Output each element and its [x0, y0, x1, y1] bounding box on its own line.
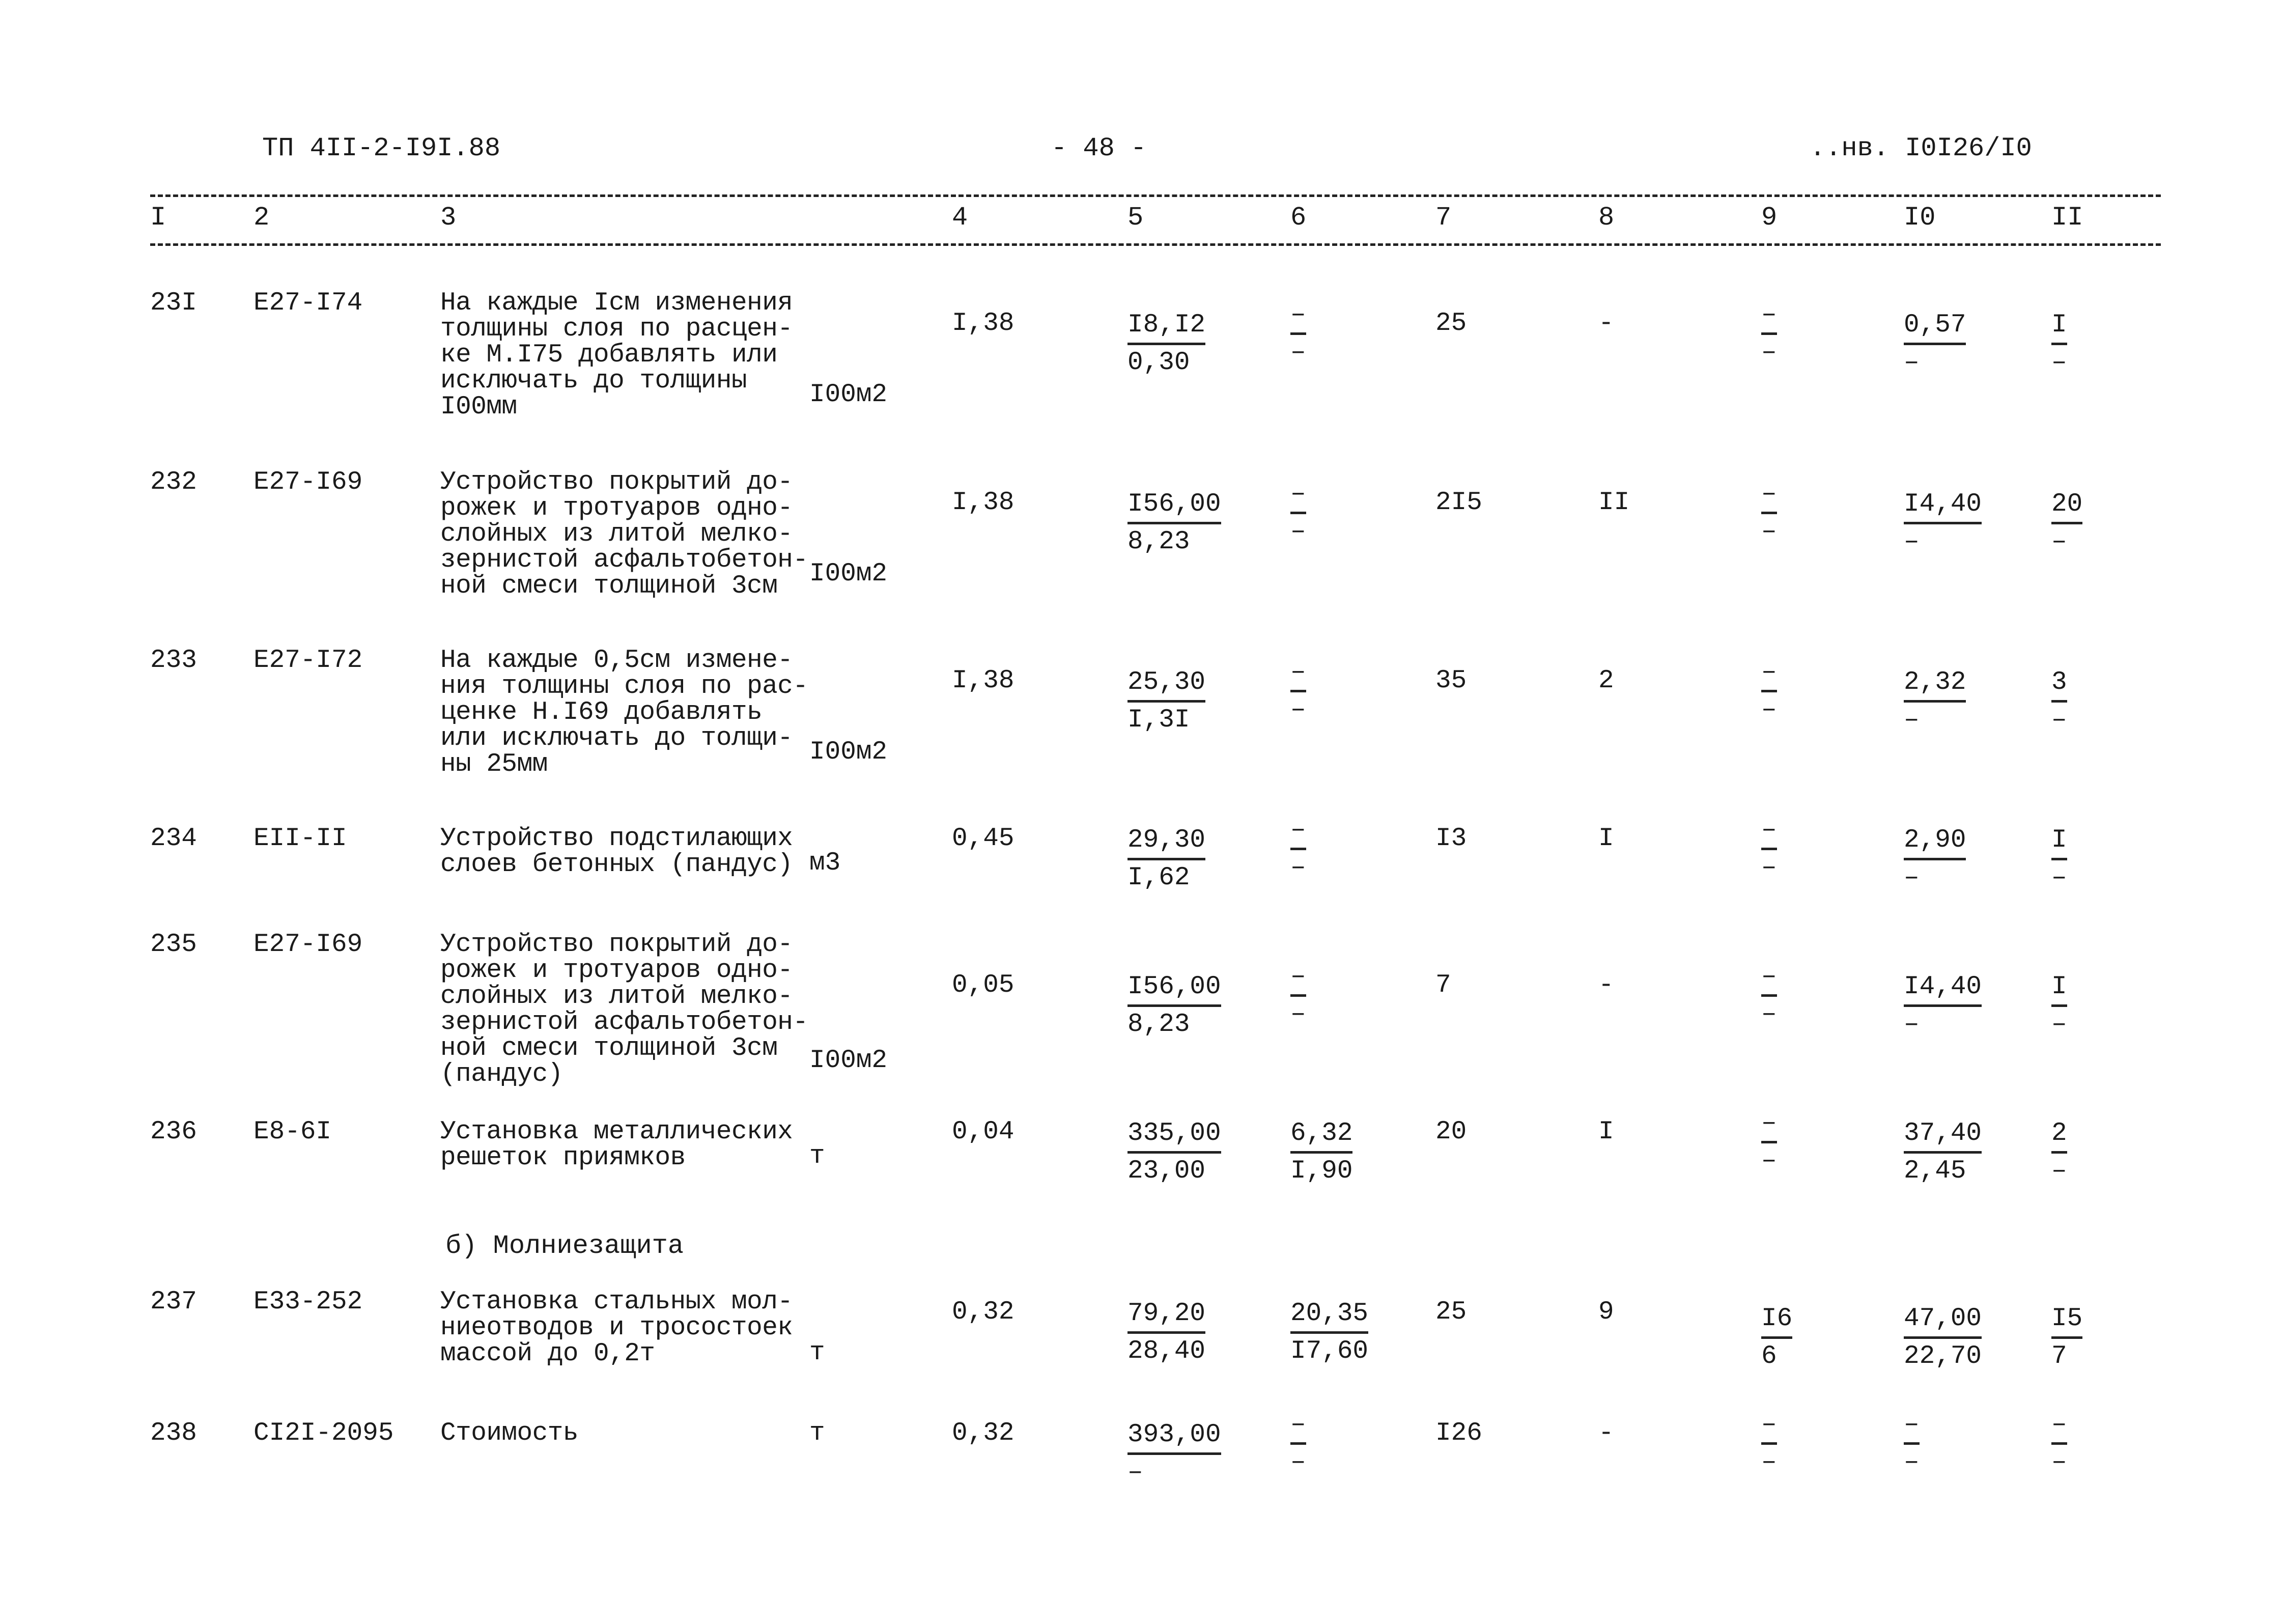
price-code: Е33-252 — [253, 1287, 363, 1317]
col5-denominator: I,62 — [1127, 863, 1190, 892]
col5-fraction — [1127, 1299, 1205, 1366]
col11-numerator: 20 — [2051, 490, 2082, 524]
col11-fraction — [2051, 668, 2067, 735]
col9-fraction — [1761, 480, 1777, 546]
col10-numerator: 2,32 — [1904, 668, 1966, 703]
col9-fraction — [1761, 1109, 1777, 1175]
col10-numerator: – — [1904, 1410, 1920, 1445]
col10-fraction — [1904, 311, 1966, 377]
col9-fraction — [1761, 816, 1777, 882]
col10-denominator: 22,70 — [1904, 1342, 1982, 1371]
col-header-8: 8 — [1598, 203, 1615, 233]
col9-denominator: – — [1761, 1448, 1777, 1477]
col11-numerator: 2 — [2051, 1119, 2067, 1154]
col9-numerator: – — [1761, 1410, 1777, 1445]
col6-numerator: 6,32 — [1290, 1119, 1352, 1154]
col6-fraction — [1290, 962, 1306, 1029]
col11-denominator: – — [2051, 1448, 2067, 1477]
work-description: Устройство подстилающих слоев бетонных (пандус) — [440, 824, 793, 879]
col-header-10: I0 — [1904, 203, 1936, 233]
work-description: Установка стальных мол- ниеотводов и тросостоек массой до 0,2т — [440, 1287, 793, 1368]
col9-fraction — [1761, 1304, 1792, 1371]
col5-numerator: I56,00 — [1127, 490, 1221, 524]
quantity: 0,32 — [952, 1419, 1014, 1448]
col6-fraction — [1290, 1119, 1352, 1186]
unit: т — [809, 1338, 825, 1367]
col11-numerator: – — [2051, 1410, 2067, 1445]
col11-fraction — [2051, 1119, 2067, 1186]
work-description: Стоимость — [440, 1419, 578, 1448]
col6-denominator: I,90 — [1290, 1157, 1353, 1186]
price-code: Е27-I74 — [253, 289, 363, 318]
col5-denominator: 28,40 — [1127, 1337, 1206, 1366]
col9-denominator: – — [1761, 517, 1777, 546]
col5-fraction — [1127, 311, 1205, 377]
quantity: I,38 — [952, 488, 1014, 517]
col9-fraction — [1761, 962, 1777, 1029]
price-code: СI2I-2095 — [253, 1419, 394, 1448]
col11-fraction — [2051, 311, 2067, 377]
col10-denominator: – — [1904, 706, 1920, 735]
col11-fraction — [2051, 826, 2067, 892]
col-header-6: 6 — [1290, 203, 1307, 233]
col5-numerator: 29,30 — [1127, 826, 1205, 860]
header-rule-top — [150, 194, 2161, 197]
col5-numerator: 25,30 — [1127, 668, 1205, 703]
col5-denominator: 8,23 — [1127, 527, 1190, 556]
col8-value: I — [1598, 1117, 1614, 1146]
price-code: Е27-I72 — [253, 646, 363, 675]
section-heading: б) Молниезащита — [445, 1231, 684, 1261]
col5-fraction — [1127, 972, 1221, 1039]
row-number: 235 — [150, 930, 197, 959]
col-header-7: 7 — [1435, 203, 1452, 233]
header-rule-bottom — [150, 243, 2161, 246]
col9-fraction — [1761, 1410, 1777, 1477]
col10-numerator: 0,57 — [1904, 311, 1966, 345]
col7-value: I26 — [1435, 1419, 1482, 1448]
col9-denominator: – — [1761, 695, 1777, 724]
col10-fraction — [1904, 668, 1966, 735]
col6-numerator: – — [1290, 300, 1306, 335]
col6-denominator: – — [1290, 1000, 1306, 1029]
col5-denominator: 23,00 — [1127, 1157, 1206, 1186]
col7-value: 7 — [1435, 971, 1451, 1000]
col11-numerator: I — [2051, 311, 2067, 345]
row-number: 233 — [150, 646, 197, 675]
row-number: 232 — [150, 468, 197, 497]
col9-denominator: – — [1761, 853, 1777, 882]
col11-fraction — [2051, 972, 2067, 1039]
row-number: 234 — [150, 824, 197, 853]
col10-fraction — [1904, 1304, 1982, 1371]
col9-numerator: – — [1761, 816, 1777, 850]
col8-value: - — [1598, 309, 1614, 338]
col5-fraction — [1127, 1119, 1221, 1186]
col5-numerator: 335,00 — [1127, 1119, 1221, 1154]
row-number: 23I — [150, 289, 197, 318]
col9-numerator: – — [1761, 480, 1777, 514]
col8-value: 2 — [1598, 666, 1614, 695]
col9-numerator: – — [1761, 962, 1777, 997]
col5-denominator: 8,23 — [1127, 1010, 1190, 1039]
col11-numerator: 3 — [2051, 668, 2067, 703]
col6-numerator: 20,35 — [1290, 1299, 1368, 1334]
col10-numerator: I4,40 — [1904, 972, 1982, 1007]
col6-fraction — [1290, 658, 1306, 724]
col-header-4: 4 — [952, 203, 968, 233]
row-number: 238 — [150, 1419, 197, 1448]
col11-fraction — [2051, 1304, 2082, 1371]
unit: I00м2 — [809, 559, 888, 589]
unit: I00м2 — [809, 738, 888, 767]
col9-denominator: 6 — [1761, 1342, 1777, 1371]
col6-denominator: – — [1290, 1448, 1306, 1477]
col6-numerator: – — [1290, 658, 1306, 692]
col9-numerator: – — [1761, 658, 1777, 692]
col5-numerator: 393,00 — [1127, 1420, 1221, 1455]
col10-denominator: – — [1904, 1010, 1920, 1039]
col-header-9: 9 — [1761, 203, 1778, 233]
col5-fraction — [1127, 826, 1205, 892]
col10-denominator: – — [1904, 1448, 1920, 1477]
col6-denominator: – — [1290, 517, 1306, 546]
col8-value: - — [1598, 971, 1614, 1000]
col10-fraction — [1904, 1410, 1920, 1477]
inventory-number: ..нв. I0I26/I0 — [1810, 133, 2032, 163]
quantity: I,38 — [952, 666, 1014, 695]
col7-value: 25 — [1435, 1298, 1467, 1327]
col7-value: 25 — [1435, 309, 1467, 338]
quantity: 0,04 — [952, 1117, 1014, 1146]
col-header-1: I — [150, 203, 166, 233]
col6-denominator: – — [1290, 853, 1306, 882]
col10-numerator: 2,90 — [1904, 826, 1966, 860]
col9-denominator: – — [1761, 338, 1777, 367]
quantity: 0,05 — [952, 971, 1014, 1000]
col10-fraction — [1904, 826, 1966, 892]
col10-denominator: 2,45 — [1904, 1157, 1966, 1186]
col11-denominator: – — [2051, 527, 2067, 556]
col10-fraction — [1904, 972, 1982, 1039]
col6-denominator: – — [1290, 338, 1306, 367]
col6-fraction — [1290, 300, 1306, 367]
unit: I00м2 — [809, 1046, 888, 1075]
col5-numerator: 79,20 — [1127, 1299, 1205, 1334]
col6-fraction — [1290, 1410, 1306, 1477]
col8-value: I — [1598, 824, 1614, 853]
col6-numerator: – — [1290, 816, 1306, 850]
col10-denominator: – — [1904, 863, 1920, 892]
col9-numerator: I6 — [1761, 1304, 1792, 1339]
col10-denominator: – — [1904, 348, 1920, 377]
row-number: 236 — [150, 1117, 197, 1146]
col11-fraction — [2051, 1410, 2067, 1477]
page-number: - 48 - — [1051, 133, 1147, 163]
col8-value: II — [1598, 488, 1630, 517]
col6-numerator: – — [1290, 962, 1306, 997]
col5-denominator: I,3I — [1127, 706, 1190, 735]
work-description: Устройство покрытий до- рожек и тротуаров одно- слойных из литой мелко- зернистой асфальтобетон- ной смеси толщиной 3см — [440, 468, 808, 601]
col5-denominator: 0,30 — [1127, 348, 1190, 377]
col5-denominator: – — [1127, 1458, 1143, 1487]
col-header-5: 5 — [1127, 203, 1144, 233]
col-header-11: II — [2051, 203, 2083, 233]
col11-denominator: – — [2051, 1010, 2067, 1039]
work-description: Устройство покрытий до- рожек и тротуаров одно- слойных из литой мелко- зернистой асфальтобетон- ной смеси толщиной 3см (пандус) — [440, 930, 808, 1089]
unit: м3 — [809, 849, 841, 878]
col9-fraction — [1761, 658, 1777, 724]
work-description: Установка металлических решеток приямков — [440, 1117, 793, 1172]
col6-numerator: – — [1290, 480, 1306, 514]
col7-value: I3 — [1435, 824, 1467, 853]
col6-denominator: – — [1290, 695, 1306, 724]
col6-fraction — [1290, 480, 1306, 546]
col11-numerator: I5 — [2051, 1304, 2082, 1339]
unit: т — [809, 1419, 825, 1448]
unit: I00м2 — [809, 380, 888, 409]
col6-fraction — [1290, 1299, 1368, 1366]
col10-fraction — [1904, 1119, 1982, 1186]
col8-value: - — [1598, 1419, 1614, 1448]
col11-numerator: I — [2051, 826, 2067, 860]
quantity: 0,45 — [952, 824, 1014, 853]
col8-value: 9 — [1598, 1298, 1614, 1327]
price-code: Е8-6I — [253, 1117, 332, 1146]
col10-numerator: 37,40 — [1904, 1119, 1982, 1154]
col9-numerator: – — [1761, 1109, 1777, 1143]
col11-fraction — [2051, 490, 2082, 556]
quantity: I,38 — [952, 309, 1014, 338]
col7-value: 20 — [1435, 1117, 1467, 1146]
col9-denominator: – — [1761, 1146, 1777, 1175]
unit: т — [809, 1142, 825, 1171]
col11-denominator: – — [2051, 348, 2067, 377]
price-code: ЕII-II — [253, 824, 347, 853]
row-number: 237 — [150, 1287, 197, 1317]
col9-numerator: – — [1761, 300, 1777, 335]
col5-fraction — [1127, 490, 1221, 556]
work-description: На каждые Iсм изменения толщины слоя по расцен- ке М.I75 добавлять или исключать до толщины I00мм — [440, 289, 793, 422]
col9-denominator: – — [1761, 1000, 1777, 1029]
col5-numerator: I56,00 — [1127, 972, 1221, 1007]
work-description: На каждые 0,5см измене- ния толщины слоя по рас- ценке Н.I69 добавлять или исключать до толщи- ны 25мм — [440, 646, 808, 779]
col-header-2: 2 — [253, 203, 270, 233]
col9-fraction — [1761, 300, 1777, 367]
col10-fraction — [1904, 490, 1982, 556]
col5-numerator: I8,I2 — [1127, 311, 1205, 345]
quantity: 0,32 — [952, 1298, 1014, 1327]
col5-fraction — [1127, 1420, 1221, 1487]
col7-value: 2I5 — [1435, 488, 1482, 517]
col10-denominator: – — [1904, 527, 1920, 556]
price-code: Е27-I69 — [253, 468, 363, 497]
col11-denominator: – — [2051, 706, 2067, 735]
document-code: ТП 4II-2-I9I.88 — [262, 133, 501, 163]
col6-denominator: I7,60 — [1290, 1337, 1369, 1366]
col10-numerator: I4,40 — [1904, 490, 1982, 524]
col11-denominator: – — [2051, 863, 2067, 892]
col11-denominator: – — [2051, 1157, 2067, 1186]
col5-fraction — [1127, 668, 1205, 735]
col7-value: 35 — [1435, 666, 1467, 695]
col6-fraction — [1290, 816, 1306, 882]
col-header-3: 3 — [440, 203, 457, 233]
col11-numerator: I — [2051, 972, 2067, 1007]
col11-denominator: 7 — [2051, 1342, 2067, 1371]
col6-numerator: – — [1290, 1410, 1306, 1445]
price-code: Е27-I69 — [253, 930, 363, 959]
col10-numerator: 47,00 — [1904, 1304, 1982, 1339]
